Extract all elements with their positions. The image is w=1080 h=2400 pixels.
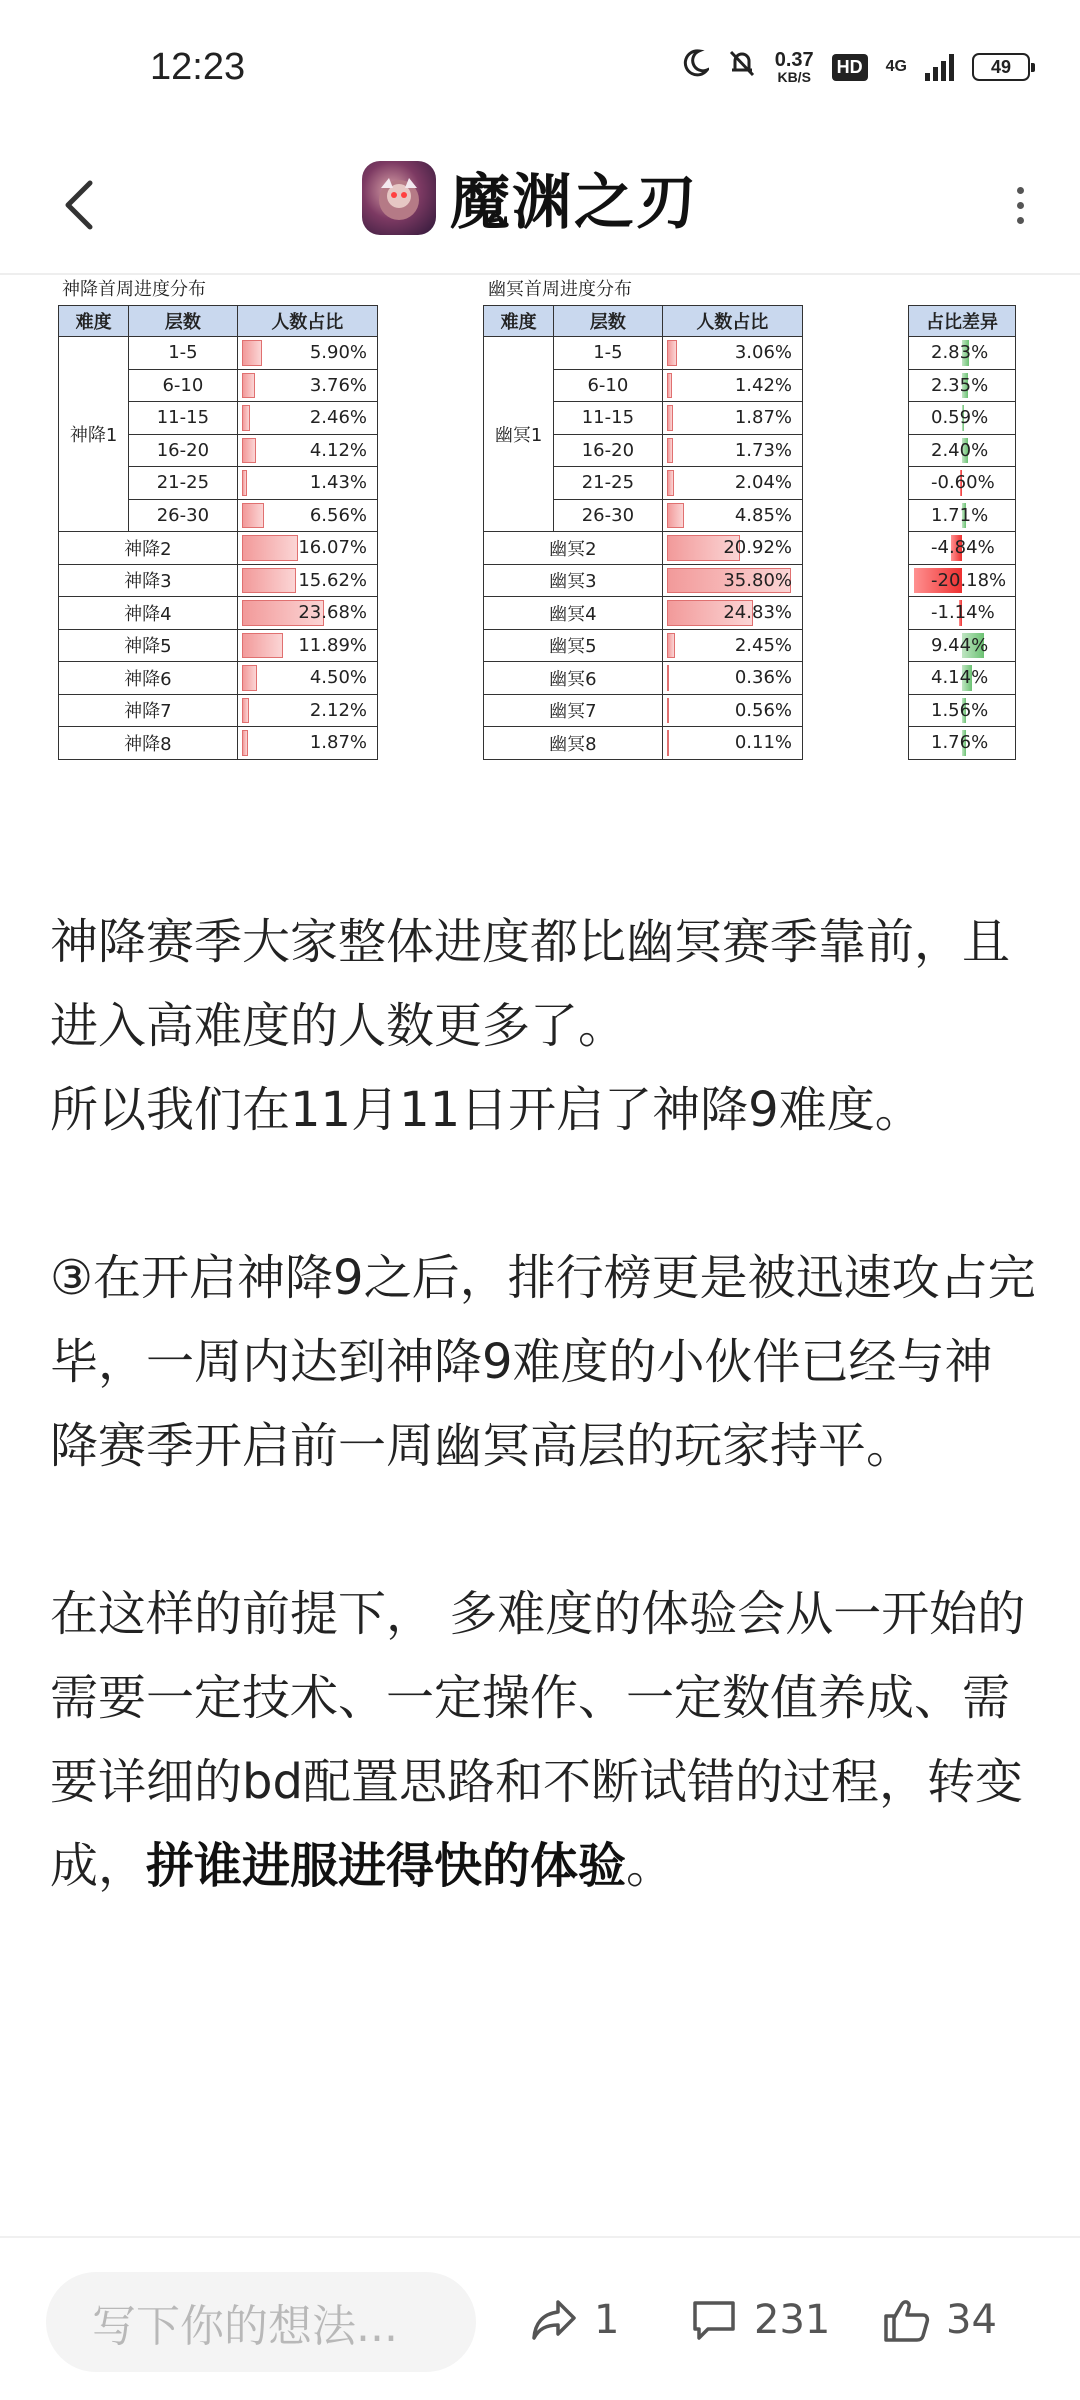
value-cell xyxy=(237,662,377,695)
difficulty-cell: 神降5 xyxy=(59,629,238,662)
back-arrow-icon xyxy=(60,177,100,233)
value-text: 6.56% xyxy=(309,504,367,526)
value-cell xyxy=(237,369,377,402)
table-row xyxy=(59,597,378,630)
difficulty-cell: 幽冥8 xyxy=(484,727,663,760)
share-button[interactable] xyxy=(528,2280,619,2360)
difficulty-cell: 幽冥3 xyxy=(484,564,663,597)
value-text: 4.50% xyxy=(309,667,367,689)
value-text: 16.07% xyxy=(298,537,367,559)
layer-cell: 21-25 xyxy=(554,467,662,500)
value-cell xyxy=(237,402,377,435)
layer-cell: 21-25 xyxy=(129,467,237,500)
moon-icon xyxy=(681,48,709,86)
value-cell xyxy=(237,434,377,467)
shenjiang-progress-table xyxy=(58,305,378,760)
more-button[interactable] xyxy=(990,170,1050,240)
status-icons xyxy=(681,48,1030,86)
difference-table xyxy=(908,305,1016,760)
value-text: 1.87% xyxy=(309,732,367,754)
diff-value: 4.14% xyxy=(931,667,989,689)
table-row xyxy=(484,337,803,370)
comment-input[interactable] xyxy=(46,2272,476,2372)
diff-cell xyxy=(909,727,1016,760)
diff-cell xyxy=(909,564,1016,597)
app-header xyxy=(0,140,1080,275)
difficulty-cell: 幽冥4 xyxy=(484,597,663,630)
value-text: 24.83% xyxy=(723,602,792,624)
signal-icon xyxy=(925,53,954,81)
article-paragraph: ③在开启神降9之后，排行榜更是被迅速攻占完毕，一周内达到神降9难度的小伙伴已经与神降赛季开启前一周幽冥高层的玩家持平。 xyxy=(50,1250,1036,1474)
diff-value: 2.35% xyxy=(931,374,989,396)
value-cell xyxy=(237,467,377,500)
table-row xyxy=(909,564,1016,597)
table-row xyxy=(909,467,1016,500)
difficulty-cell: 幽冥6 xyxy=(484,662,663,695)
column-header: 难度 xyxy=(59,306,129,337)
article-text: 。 xyxy=(626,1838,675,1894)
value-text: 2.45% xyxy=(734,634,792,656)
layer-cell: 26-30 xyxy=(129,499,237,532)
value-text: 3.76% xyxy=(309,374,367,396)
value-text: 3.06% xyxy=(734,342,792,364)
table-row xyxy=(484,694,803,727)
layer-cell: 1-5 xyxy=(129,337,237,370)
diff-value: 2.40% xyxy=(931,439,989,461)
table-caption-youming: 幽冥首周进度分布 xyxy=(488,279,632,300)
value-text: 5.90% xyxy=(309,342,367,364)
diff-cell xyxy=(909,337,1016,370)
share-icon xyxy=(528,2294,580,2346)
diff-value: -1.14% xyxy=(931,602,995,624)
table-row xyxy=(909,597,1016,630)
thumbs-up-icon xyxy=(880,2294,932,2346)
value-cell xyxy=(237,532,377,565)
value-text: 1.73% xyxy=(734,439,792,461)
value-cell xyxy=(662,499,802,532)
table-row xyxy=(909,727,1016,760)
like-button[interactable] xyxy=(880,2280,997,2360)
value-text: 23.68% xyxy=(298,602,367,624)
difficulty-cell: 神降6 xyxy=(59,662,238,695)
table-row xyxy=(59,694,378,727)
battery-level: 49 xyxy=(990,56,1012,77)
value-text: 2.04% xyxy=(734,472,792,494)
table-caption-shenjiang: 神降首周进度分布 xyxy=(62,279,206,300)
difficulty-cell: 幽冥2 xyxy=(484,532,663,565)
table-row xyxy=(909,629,1016,662)
value-text: 0.56% xyxy=(734,699,792,721)
table-row xyxy=(909,369,1016,402)
table-row xyxy=(909,662,1016,695)
value-cell xyxy=(662,727,802,760)
status-bar xyxy=(0,0,1080,140)
value-text: 15.62% xyxy=(298,569,367,591)
diff-value: -4.84% xyxy=(931,537,995,559)
diff-header: 占比差异 xyxy=(909,306,1016,337)
article-bold-text: 拼谁进服进得快的体验 xyxy=(146,1838,627,1894)
layer-cell: 6-10 xyxy=(554,369,662,402)
diff-cell xyxy=(909,467,1016,500)
value-cell xyxy=(662,532,802,565)
table-row xyxy=(484,597,803,630)
column-header: 人数占比 xyxy=(662,306,802,337)
difficulty-cell: 幽冥5 xyxy=(484,629,663,662)
difficulty-group-label: 幽冥1 xyxy=(484,337,554,532)
value-text: 35.80% xyxy=(723,569,792,591)
layer-cell: 16-20 xyxy=(554,434,662,467)
table-row xyxy=(59,564,378,597)
value-cell xyxy=(662,402,802,435)
header-title-group[interactable] xyxy=(362,155,698,241)
value-cell xyxy=(662,467,802,500)
value-text: 0.36% xyxy=(734,667,792,689)
diff-value: -20.18% xyxy=(931,569,1007,591)
column-header: 层数 xyxy=(129,306,237,337)
network-speed: 0.37 KB/S xyxy=(774,49,814,85)
value-text: 4.85% xyxy=(734,504,792,526)
layer-cell: 1-5 xyxy=(554,337,662,370)
value-cell xyxy=(237,597,377,630)
table-row xyxy=(909,694,1016,727)
difficulty-group-label: 神降1 xyxy=(59,337,129,532)
bottom-action-bar xyxy=(0,2236,1080,2400)
table-row xyxy=(484,564,803,597)
value-text: 0.11% xyxy=(734,732,792,754)
layer-cell: 26-30 xyxy=(554,499,662,532)
diff-value: 2.83% xyxy=(931,342,989,364)
status-time: 12:23 xyxy=(150,46,246,88)
table-row xyxy=(909,434,1016,467)
value-text: 2.12% xyxy=(309,699,367,721)
diff-value: -0.60% xyxy=(931,472,995,494)
diff-cell xyxy=(909,694,1016,727)
like-count: 34 xyxy=(946,2297,997,2343)
layer-cell: 16-20 xyxy=(129,434,237,467)
network-type: 4G xyxy=(885,58,907,75)
table-row xyxy=(909,499,1016,532)
value-text: 11.89% xyxy=(298,634,367,656)
comment-icon xyxy=(688,2294,740,2346)
article-paragraph: 所以我们在11月11日开启了神降9难度。 xyxy=(50,1082,923,1138)
table-row xyxy=(59,662,378,695)
diff-cell xyxy=(909,532,1016,565)
table-row xyxy=(484,727,803,760)
value-text: 1.43% xyxy=(309,472,367,494)
difficulty-cell: 神降3 xyxy=(59,564,238,597)
value-cell xyxy=(662,694,802,727)
column-header: 层数 xyxy=(554,306,662,337)
comment-count: 231 xyxy=(754,2297,831,2343)
table-row xyxy=(909,337,1016,370)
value-cell xyxy=(662,369,802,402)
value-cell xyxy=(662,564,802,597)
diff-value: 1.56% xyxy=(931,699,989,721)
value-cell xyxy=(237,337,377,370)
table-row xyxy=(484,662,803,695)
layer-cell: 11-15 xyxy=(554,402,662,435)
diff-cell xyxy=(909,662,1016,695)
column-header: 难度 xyxy=(484,306,554,337)
value-text: 1.42% xyxy=(734,374,792,396)
value-cell xyxy=(662,629,802,662)
value-cell xyxy=(237,727,377,760)
comment-placeholder: 写下你的想法... xyxy=(92,2301,398,2352)
diff-cell xyxy=(909,434,1016,467)
table-row xyxy=(909,402,1016,435)
article-text: 在这样的前提下， 多难度的体验会从一开始的需要一定技术、一定操作、一定数值养成、需要详细的bd配置思路和不断试错的过程，转变成， xyxy=(50,1586,1026,1894)
value-cell xyxy=(237,694,377,727)
diff-cell xyxy=(909,402,1016,435)
difficulty-cell: 神降2 xyxy=(59,532,238,565)
mute-bell-icon xyxy=(727,48,757,86)
difficulty-cell: 神降7 xyxy=(59,694,238,727)
diff-value: 1.76% xyxy=(931,732,989,754)
value-cell xyxy=(237,629,377,662)
table-row xyxy=(484,629,803,662)
value-cell xyxy=(662,662,802,695)
battery-icon xyxy=(972,53,1030,81)
diff-value: 1.71% xyxy=(931,504,989,526)
table-row xyxy=(59,532,378,565)
value-text: 1.87% xyxy=(734,407,792,429)
more-vertical-icon xyxy=(1017,187,1024,224)
article-paragraph: 神降赛季大家整体进度都比幽冥赛季靠前，且进入高难度的人数更多了。 xyxy=(50,914,1011,1054)
comment-button[interactable] xyxy=(688,2280,830,2360)
back-button[interactable] xyxy=(40,165,120,245)
article-paragraph xyxy=(50,1572,1040,1908)
app-logo xyxy=(362,161,436,235)
diff-cell xyxy=(909,629,1016,662)
table-row xyxy=(59,629,378,662)
layer-cell: 11-15 xyxy=(129,402,237,435)
diff-value: 9.44% xyxy=(931,634,989,656)
article-body xyxy=(50,900,1040,1908)
value-text: 2.46% xyxy=(309,407,367,429)
table-row xyxy=(909,532,1016,565)
table-row xyxy=(59,727,378,760)
difficulty-cell: 幽冥7 xyxy=(484,694,663,727)
column-header: 人数占比 xyxy=(237,306,377,337)
diff-value: 0.59% xyxy=(931,407,989,429)
value-text: 20.92% xyxy=(723,537,792,559)
value-text: 4.12% xyxy=(309,439,367,461)
value-cell xyxy=(662,434,802,467)
youming-progress-table xyxy=(483,305,803,760)
diff-cell xyxy=(909,369,1016,402)
diff-cell xyxy=(909,597,1016,630)
difficulty-cell: 神降8 xyxy=(59,727,238,760)
value-cell xyxy=(237,564,377,597)
hd-badge: HD xyxy=(832,54,868,81)
layer-cell: 6-10 xyxy=(129,369,237,402)
diff-cell xyxy=(909,499,1016,532)
value-cell xyxy=(662,337,802,370)
value-cell xyxy=(662,597,802,630)
progress-tables-image xyxy=(0,275,1080,775)
table-row xyxy=(59,337,378,370)
value-cell xyxy=(237,499,377,532)
difficulty-cell: 神降4 xyxy=(59,597,238,630)
share-count: 1 xyxy=(594,2297,620,2343)
page-title: 魔渊之刃 xyxy=(450,168,698,238)
table-row xyxy=(484,532,803,565)
